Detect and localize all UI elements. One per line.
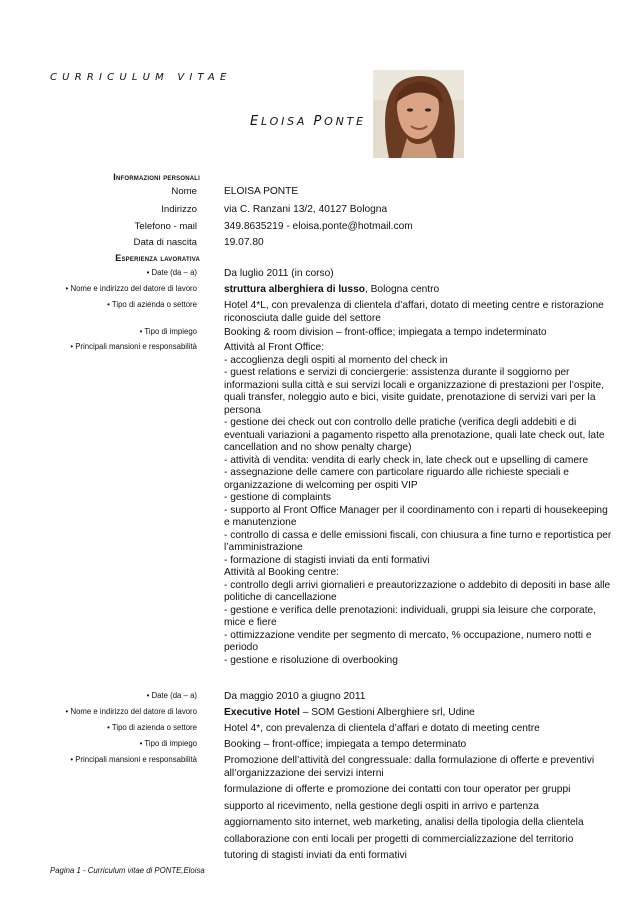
label-employer: • Nome e indirizzo del datore di lavoro [65, 284, 197, 293]
duty-line: organizzazione di welcoming per ospiti VIP [224, 479, 418, 491]
duty-line: collaborazione con enti locali per progetti di commercializzazione del territorio [224, 833, 574, 845]
job1-dates: Da luglio 2011 (in corso) [224, 268, 334, 279]
value-birthdate: 19.07.80 [224, 237, 264, 248]
page-footer: Pagina 1 - Curriculum vitae di PONTE,Eloisa [50, 866, 205, 875]
job1-sector-line: riconosciuta dalle guide del settore [224, 312, 381, 324]
job1-employer [224, 284, 604, 297]
label-phone-mail: Telefono - mail [134, 221, 197, 232]
cv-name [250, 114, 366, 129]
duty-line: - controllo di cassa e delle emissioni fiscali, con chiusura a fine turno e reportistica per [224, 529, 612, 541]
label-dates: • Date (da – a) [146, 268, 197, 277]
experience-heading-text: Esperienza lavorativa [115, 253, 200, 263]
portrait-icon [373, 70, 464, 158]
duty-line: - guest relations e servizi di conciergerie: assistenza durante il soggiorno per [224, 367, 570, 378]
job1-sector [224, 300, 604, 325]
job1-duties [224, 342, 612, 667]
job1-employer-name: struttura alberghiera di lusso [224, 284, 365, 295]
duty-line: Promozione dell’attività del congressuale: dalla formulazione di offerte e preventivi [224, 755, 595, 766]
duty-line: - gestione dei check out con controllo delle pratiche (verifica degli addebiti e di [224, 417, 577, 428]
duty-line: aggiornamento sito internet, web marketing, analisi della tipologia della clientela [224, 817, 584, 828]
personal-info-heading [113, 172, 200, 182]
label-sector: • Tipo di azienda o settore [107, 723, 197, 732]
value-phone-mail: 349.8635219 - eloisa.ponte@hotmail.com [224, 221, 413, 232]
duty-line: - accoglienza degli ospiti al momento del check in [224, 354, 448, 366]
value-address: via C. Ranzani 13/2, 40127 Bologna [224, 204, 388, 215]
duty-line: eventuali variazioni a pagamento rispetto alla prenotazione, quali late check out, late [224, 429, 605, 441]
label-job-type: • Tipo di impiego [139, 739, 197, 748]
duty-line: l’amministrazione [224, 542, 303, 553]
portrait-photo [373, 70, 464, 158]
job2-dates: Da maggio 2010 a giugno 2011 [224, 691, 366, 702]
job2-employer-location: – SOM Gestioni Alberghiere srl, Udine [299, 707, 475, 718]
label-dates: • Date (da – a) [146, 691, 197, 700]
job2-job-type: Booking – front-office; impiegata a tempo determinato [224, 739, 467, 750]
duty-line: e manutenzione [224, 517, 297, 528]
duty-line: persona [224, 404, 261, 416]
duty-line: tutoring di stagisti inviati da enti formativi [224, 850, 407, 861]
duty-line: quali transfer, noleggio auto e bici, visite guidate, prenotazione di servizi vari per la [224, 392, 596, 403]
duty-line: informazioni sulla città e sui servizi locali e organizzazione di prestazioni per l’ospite, [224, 379, 604, 391]
duty-line: - gestione e risoluzione di overbooking [224, 654, 398, 666]
label-address: Indirizzo [161, 204, 197, 215]
value-name: ELOISA PONTE [224, 186, 299, 197]
label-job-type: • Tipo di impiego [139, 327, 197, 336]
duty-line: Attività al Front Office: [224, 342, 325, 353]
duty-line: all’organizzazione dei servizi interni [224, 767, 384, 779]
label-name: Nome [171, 186, 197, 197]
duty-line: mice e fiere [224, 617, 277, 628]
cv-name-last-rest: ONTE [324, 115, 366, 128]
label-duties: • Principali mansioni e responsabilità [70, 342, 197, 351]
cv-title: CURRICULUM VITAE [50, 72, 232, 83]
cv-name-last-initial: P [313, 114, 325, 129]
duty-line: Attività al Booking centre: [224, 567, 339, 578]
duty-line: supporto al ricevimento, nella gestione degli ospiti in arrivo e partenza [224, 800, 539, 812]
job2-employer [224, 707, 604, 720]
duty-line: periodo [224, 642, 258, 653]
label-birthdate: Data di nascita [133, 237, 197, 248]
label-duties: • Principali mansioni e responsabilità [70, 755, 197, 764]
job1-sector-line: Hotel 4*L, con prevalenza di clientela d’affari, dotato di meeting centre e ristorazione [224, 300, 604, 311]
label-sector: • Tipo di azienda o settore [107, 300, 197, 309]
cv-name-first-rest: LOISA [261, 115, 314, 128]
experience-heading [115, 253, 200, 263]
duty-line: - controllo degli arrivi giornalieri e preautorizzazione o addebito di depositi in base alle [224, 579, 611, 591]
job1-job-type: Booking & room division – front-office; impiegata a tempo indeterminato [224, 327, 547, 338]
duty-line: formulazione di offerte e promozione dei contatti con tour operator per gruppi [224, 784, 571, 795]
label-employer: • Nome e indirizzo del datore di lavoro [65, 707, 197, 716]
duty-line: - supporto al Front Office Manager per il coordinamento con i reparti di housekeeping [224, 504, 608, 516]
job2-employer-name: Executive Hotel [224, 707, 300, 718]
duty-line: politiche di cancellazione [224, 592, 337, 603]
duty-line: - formazione di stagisti inviati da enti formativi [224, 554, 430, 566]
job2-sector: Hotel 4*, con prevalenza di clientela d’affari e dotato di meeting centre [224, 723, 540, 734]
duty-line: - attività di vendita: vendita di early check in, late check out e upselling di camere [224, 454, 589, 466]
duty-line: - gestione e verifica delle prenotazioni: individuali, gruppi sia leisure che corporate, [224, 604, 597, 616]
duty-line: - assegnazione delle camere con particolare riguardo alle richieste speciali e [224, 467, 569, 478]
duty-line: cancellation and no show penalty charge) [224, 442, 412, 453]
personal-info-heading-text: Informazioni personali [113, 172, 200, 182]
job1-employer-location: , Bologna centro [364, 284, 440, 295]
duty-line: - ottimizzazione vendite per segmento di mercato, % occupazione, numero notti e [224, 629, 592, 641]
job2-duties [224, 755, 604, 863]
duty-line: - gestione di complaints [224, 492, 332, 503]
cv-name-initial: E [250, 114, 262, 129]
